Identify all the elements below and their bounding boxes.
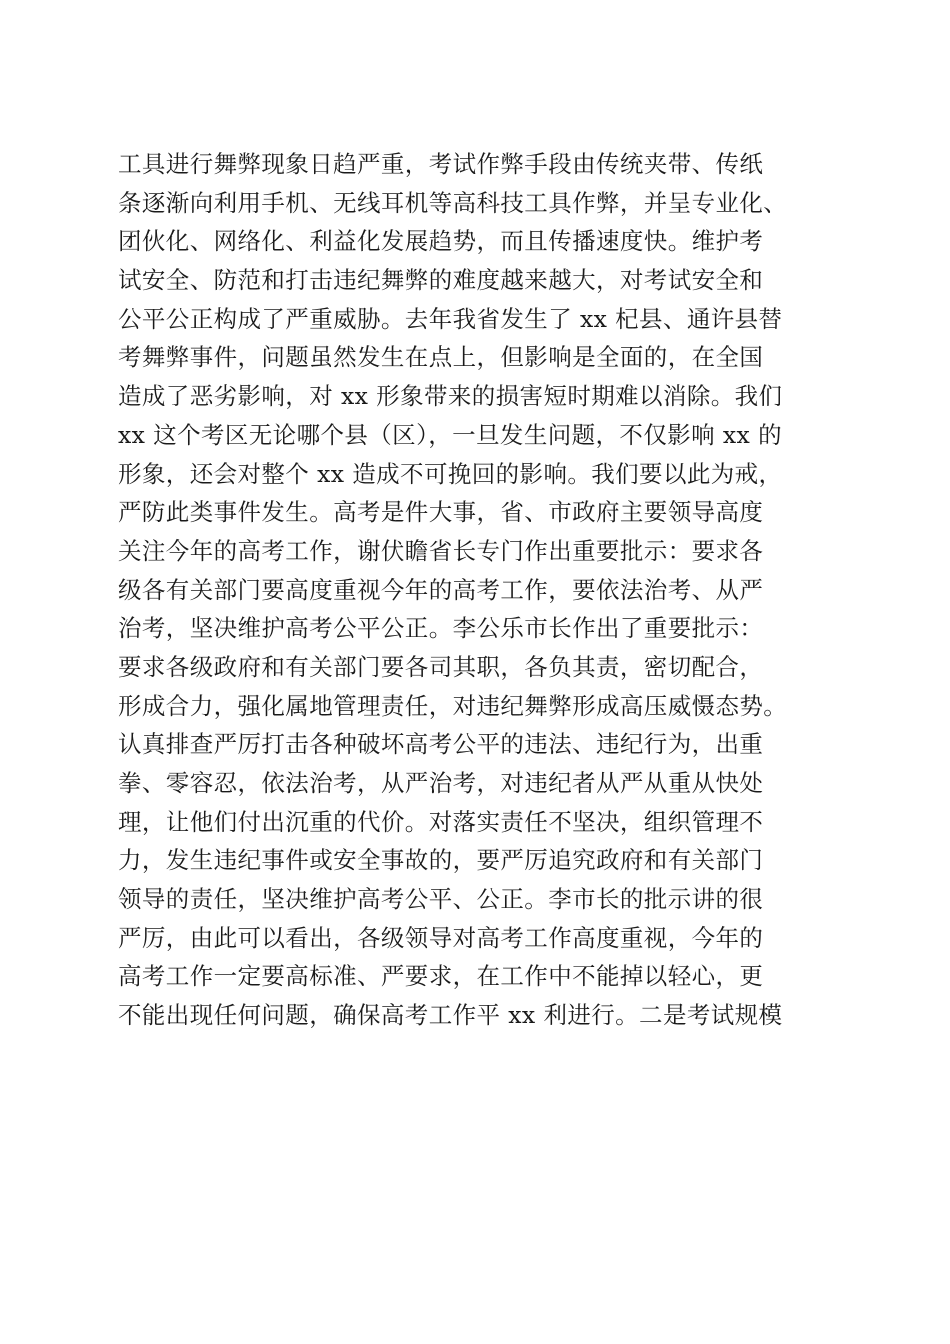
text-line: 团伙化、网络化、利益化发展趋势，而且传播速度快。维护考 [118, 227, 764, 256]
text-line: 不能出现任何问题，确保高考工作平 xx 利进行。二是考试规模 [118, 1001, 783, 1030]
text-line: xx 这个考区无论哪个县（区），一旦发生问题，不仅影响 xx 的 [118, 420, 782, 449]
text-line: 要求各级政府和有关部门要各司其职，各负其责，密切配合， [118, 652, 764, 681]
text-line: 级各有关部门要高度重视今年的高考工作，要依法治考、从严 [118, 575, 764, 604]
text-line: 高考工作一定要高标准、严要求，在工作中不能掉以轻心，更 [118, 962, 764, 991]
text-line: 认真排查严厉打击各种破坏高考公平的违法、违纪行为，出重 [118, 730, 764, 759]
text-line: 形象，还会对整个 xx 造成不可挽回的影响。我们要以此为戒， [118, 459, 783, 488]
body-paragraph [118, 145, 848, 1035]
text-line: 形成合力，强化属地管理责任，对违纪舞弊形成高压威慑态势。 [118, 691, 788, 720]
text-line: 治考，坚决维护高考公平公正。李公乐市长作出了重要批示： [118, 614, 764, 643]
text-line: 理，让他们付出沉重的代价。对落实责任不坚决，组织管理不 [118, 807, 764, 836]
text-line: 关注今年的高考工作，谢伏瞻省长专门作出重要批示：要求各 [118, 536, 764, 565]
text-line: 领导的责任，坚决维护高考公平、公正。李市长的批示讲的很 [118, 885, 764, 914]
text-line: 工具进行舞弊现象日趋严重，考试作弊手段由传统夹带、传纸 [118, 150, 764, 178]
text-line: 严厉，由此可以看出，各级领导对高考工作高度重视，今年的 [118, 923, 764, 952]
text-line: 拳、零容忍，依法治考，从严治考，对违纪者从严从重从快处 [118, 769, 764, 797]
text-line: 公平公正构成了严重威胁。去年我省发生了 xx 杞县、通许县替 [118, 304, 783, 333]
text-line: 严防此类事件发生。高考是件大事，省、市政府主要领导高度 [118, 498, 764, 527]
text-line: 条逐渐向利用手机、无线耳机等高科技工具作弊，并呈专业化、 [118, 188, 788, 217]
text-line: 造成了恶劣影响，对 xx 形象带来的损害短时期难以消除。我们 [118, 382, 783, 411]
text-line: 试安全、防范和打击违纪舞弊的难度越来越大，对考试安全和 [118, 266, 764, 295]
text-line: 考舞弊事件，问题虽然发生在点上，但影响是全面的，在全国 [118, 343, 764, 372]
text-line: 力，发生违纪事件或安全事故的，要严厉追究政府和有关部门 [118, 846, 764, 875]
